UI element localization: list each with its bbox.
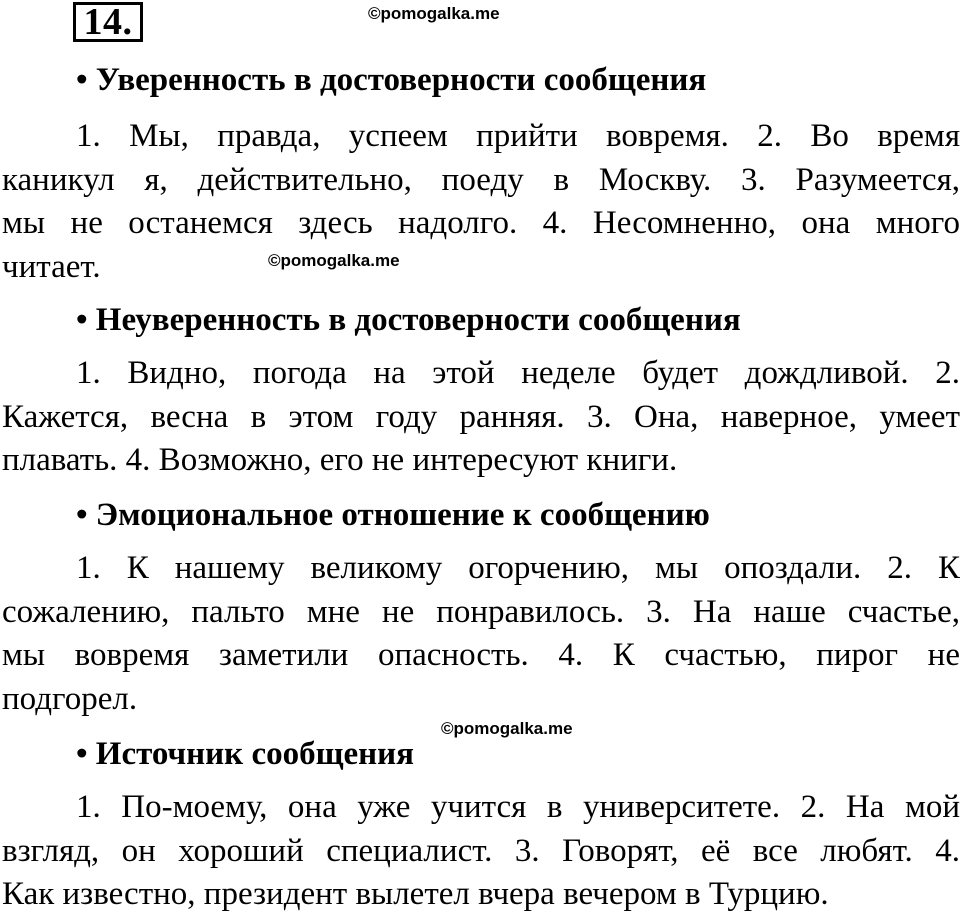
section-heading-certainty: • Уверенность в достоверности сообщения: [76, 62, 707, 98]
text-line: 1. Мы, правда, успеем прийти вовремя. 2. Во время: [76, 118, 960, 154]
section-heading-uncertainty: • Неуверенность в достоверности сообщения: [76, 302, 741, 338]
text-line: Кажется, весна в этом году ранняя. 3. Она, наверное, умеет: [2, 398, 960, 435]
section-heading-source: • Источник сообщения: [76, 736, 414, 772]
text-line: мы вовремя заметили опасность. 4. К счастью, пирог не: [2, 637, 960, 673]
text-line: мы не останемся здесь надолго. 4. Несомненно, она много: [2, 205, 960, 241]
text-line: Как известно, президент вылетел вчера вечером в Турцию.: [2, 876, 829, 912]
section-text-certainty: [2, 115, 960, 289]
watermark: ©pomogalka.me: [368, 4, 500, 23]
text-line: 1. По-моему, она уже учится в университете. 2. На мой: [76, 789, 960, 825]
text-line: подгорел.: [2, 680, 138, 717]
section-text-emotion: [2, 547, 960, 721]
text-line: сожалению, пальто мне не понравилось. 3. На наше счастье,: [2, 593, 960, 630]
section-heading-emotion: • Эмоциональное отношение к сообщению: [76, 497, 710, 533]
text-line: взгляд, он хороший специалист. 3. Говорят, её все любят. 4.: [2, 832, 960, 869]
watermark: ©pomogalka.me: [441, 719, 573, 738]
text-line: читает.: [2, 248, 101, 285]
task-number-box: 14.: [73, 2, 143, 42]
text-line: 1. Видно, погода на этой неделе будет дождливой. 2.: [76, 355, 960, 391]
text-line: 1. К нашему великому огорчению, мы опоздали. 2. К: [76, 550, 960, 586]
section-text-uncertainty: [2, 352, 960, 483]
section-text-source: [2, 786, 960, 917]
text-line: плавать. 4. Возможно, его не интересуют книги.: [2, 442, 678, 478]
watermark: ©pomogalka.me: [268, 251, 400, 270]
text-line: каникул я, действительно, поеду в Москву. 3. Разумеется,: [2, 161, 960, 198]
